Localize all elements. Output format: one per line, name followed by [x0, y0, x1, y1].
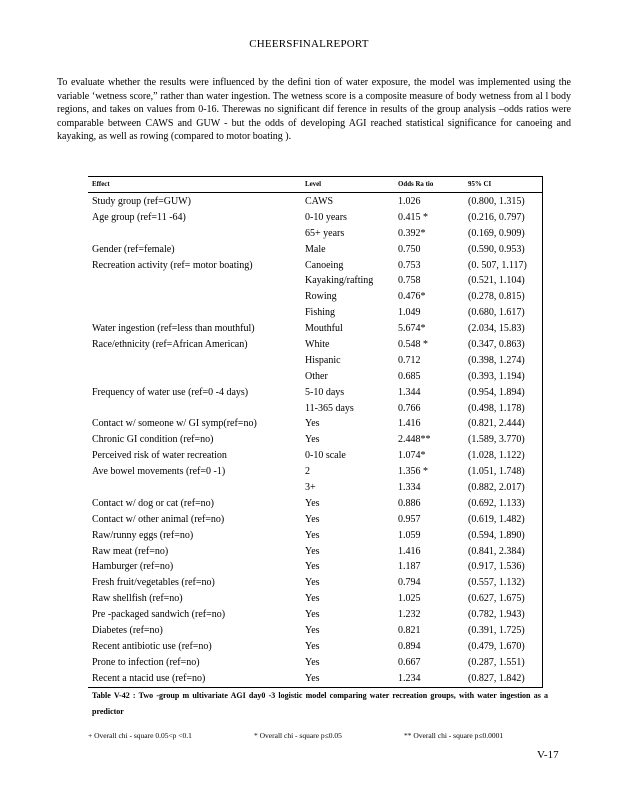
cell-level: Yes — [305, 418, 320, 430]
cell-odds-ratio: 0.957 — [398, 513, 421, 525]
cell-ci: (0.594, 1.890) — [468, 529, 525, 541]
cell-odds-ratio: 1.356 * — [398, 466, 428, 478]
cell-odds-ratio: 1.025 — [398, 593, 421, 605]
table-row — [92, 258, 542, 274]
cell-odds-ratio: 1.334 — [398, 482, 421, 494]
cell-level: 0-10 years — [305, 211, 347, 223]
table-row — [92, 480, 542, 496]
cell-effect: Raw/runny eggs (ref=no) — [92, 529, 194, 541]
table-row — [92, 432, 542, 448]
table-row — [92, 623, 542, 639]
header-odds-ratio: Odds Ra tio — [398, 179, 434, 188]
cell-effect: Water ingestion (ref=less than mouthful) — [92, 323, 255, 335]
cell-level: 2 — [305, 466, 310, 478]
cell-ci: (0.954, 1.894) — [468, 386, 525, 398]
header-rule — [88, 192, 542, 193]
cell-odds-ratio: 0.415 * — [398, 211, 428, 223]
cell-level: 5-10 days — [305, 386, 345, 398]
intro-paragraph: To evaluate whether the results were influenced by the defini tion of water exposure, the model was implemented using the variable ‘wetness score,” rather than water ingestion. The wetness score is a composite measure of body wetness from al l body regions, and takes on values from 0-16. Therewas no significant dif ference in results of the group analysis –odds ratios were comparable between CAWS and GUW - but the odds of developing AGI reached statistical significance for canoeing and kayaking, as well as rowing (compared to motor boating ). — [57, 77, 571, 142]
cell-level: Yes — [305, 545, 320, 557]
cell-effect: Fresh fruit/vegetables (ref=no) — [92, 577, 215, 589]
cell-level: 11-365 days — [305, 402, 354, 414]
table-row — [92, 369, 542, 385]
table-row — [92, 655, 542, 671]
cell-effect: Contact w/ dog or cat (ref=no) — [92, 497, 214, 509]
cell-level: CAWS — [305, 196, 334, 207]
cell-ci: (1.051, 1.748) — [468, 466, 525, 478]
cell-ci: (0. 507, 1.117) — [468, 259, 527, 271]
cell-level: Yes — [305, 593, 320, 605]
cell-level: Other — [305, 370, 328, 382]
cell-effect: Age group (ref=11 -64) — [92, 211, 186, 223]
cell-ci: (0.287, 1.551) — [468, 656, 525, 668]
cell-odds-ratio: 1.416 — [398, 545, 421, 557]
cell-ci: (0.827, 1.842) — [468, 672, 525, 684]
page-title: CHEERSFINALREPORT — [249, 38, 369, 50]
cell-odds-ratio: 2.448** — [398, 434, 431, 446]
table-row — [92, 416, 542, 432]
cell-level: Mouthful — [305, 323, 343, 335]
cell-level: Yes — [305, 434, 320, 446]
cell-odds-ratio: 1.232 — [398, 609, 421, 621]
cell-level: Hispanic — [305, 354, 341, 366]
cell-level: Yes — [305, 672, 320, 684]
cell-odds-ratio: 0.667 — [398, 656, 421, 668]
table-row — [92, 353, 542, 369]
cell-effect: Prone to infection (ref=no) — [92, 656, 200, 668]
cell-ci: (0.619, 1.482) — [468, 513, 525, 525]
cell-ci: (0.391, 1.725) — [468, 625, 525, 637]
cell-ci: (0.498, 1.178) — [468, 402, 525, 414]
cell-odds-ratio: 0.753 — [398, 259, 421, 271]
table-row — [92, 448, 542, 464]
header-level: Level — [305, 179, 322, 188]
cell-ci: (0.882, 2.017) — [468, 482, 525, 494]
cell-odds-ratio: 0.821 — [398, 625, 421, 637]
cell-ci: (0.782, 1.943) — [468, 609, 525, 621]
page-number: V-17 — [537, 749, 559, 761]
cell-ci: (0.917, 1.536) — [468, 561, 525, 573]
cell-level: 0-10 scale — [305, 450, 346, 462]
table-row — [92, 639, 542, 655]
cell-odds-ratio: 0.758 — [398, 275, 421, 287]
cell-odds-ratio: 1.049 — [398, 307, 421, 319]
cell-level: Rowing — [305, 291, 337, 303]
table-row — [92, 273, 542, 289]
cell-odds-ratio: 0.685 — [398, 370, 421, 382]
cell-ci: (0.821, 2.444) — [468, 418, 525, 430]
cell-odds-ratio: 0.750 — [398, 243, 421, 255]
cell-ci: (0.169, 0.909) — [468, 227, 525, 239]
cell-odds-ratio: 0.894 — [398, 640, 421, 652]
table-row — [92, 528, 542, 544]
table-row — [92, 559, 542, 575]
footnote-star: * Overall chi - square p≤0.05 — [254, 731, 342, 740]
cell-effect: Raw meat (ref=no) — [92, 545, 169, 557]
cell-odds-ratio: 0.766 — [398, 402, 421, 414]
table-row — [92, 289, 542, 305]
header-ci: 95% CI — [468, 179, 492, 188]
cell-ci: (0.479, 1.670) — [468, 640, 525, 652]
cell-odds-ratio: 1.059 — [398, 529, 421, 541]
cell-odds-ratio: 5.674* — [398, 323, 426, 335]
cell-ci: (0.692, 1.133) — [468, 497, 525, 509]
table-body — [92, 194, 542, 687]
cell-odds-ratio: 0.392* — [398, 227, 426, 239]
cell-effect: Contact w/ someone w/ GI symp(ref=no) — [92, 418, 257, 430]
table-row — [92, 464, 542, 480]
cell-odds-ratio: 0.712 — [398, 354, 421, 366]
cell-effect: Gender (ref=female) — [92, 243, 175, 255]
cell-effect: Race/ethnicity (ref=African American) — [92, 339, 248, 351]
cell-level: Male — [305, 243, 326, 255]
cell-effect: Recreation activity (ref= motor boating) — [92, 259, 253, 271]
footnote-double-star: ** Overall chi - square p≤0.0001 — [404, 731, 504, 740]
table-row — [92, 337, 542, 353]
cell-effect: Perceived risk of water recreation — [92, 450, 227, 462]
cell-ci: (0.521, 1.104) — [468, 275, 525, 287]
cell-ci: (1.028, 1.122) — [468, 450, 525, 462]
cell-effect: Hamburger (ref=no) — [92, 561, 174, 573]
cell-ci: (0.278, 0.815) — [468, 291, 525, 303]
cell-level: Yes — [305, 640, 320, 652]
table-row — [92, 607, 542, 623]
table-row — [92, 512, 542, 528]
table-row — [92, 242, 542, 258]
header-effect: Effect — [92, 179, 110, 188]
cell-ci: (0.216, 0.797) — [468, 211, 525, 223]
cell-odds-ratio: 1.187 — [398, 561, 421, 573]
cell-odds-ratio: 1.026 — [398, 196, 421, 207]
cell-ci: (0.841, 2.384) — [468, 545, 525, 557]
table-row — [92, 544, 542, 560]
cell-level: Canoeing — [305, 259, 344, 271]
cell-level: Yes — [305, 497, 320, 509]
cell-level: Yes — [305, 561, 320, 573]
cell-level: 65+ years — [305, 227, 345, 239]
cell-level: Yes — [305, 577, 320, 589]
cell-effect: Recent antibiotic use (ref=no) — [92, 640, 212, 652]
cell-ci: (0.398, 1.274) — [468, 354, 525, 366]
cell-level: Yes — [305, 513, 320, 525]
cell-odds-ratio: 1.344 — [398, 386, 421, 398]
cell-ci: (0.347, 0.863) — [468, 339, 525, 351]
table-row — [92, 591, 542, 607]
table-row — [92, 496, 542, 512]
table-row — [92, 226, 542, 242]
cell-ci: (0.627, 1.675) — [468, 593, 525, 605]
cell-level: White — [305, 339, 330, 351]
cell-effect: Ave bowel movements (ref=0 -1) — [92, 466, 226, 478]
cell-ci: (0.590, 0.953) — [468, 243, 525, 255]
cell-effect: Frequency of water use (ref=0 -4 days) — [92, 386, 249, 398]
cell-effect: Study group (ref=GUW) — [92, 196, 191, 207]
cell-level: Yes — [305, 656, 320, 668]
cell-effect: Chronic GI condition (ref=no) — [92, 434, 214, 446]
cell-odds-ratio: 0.548 * — [398, 339, 428, 351]
cell-level: Kayaking/rafting — [305, 275, 374, 287]
table-row — [92, 305, 542, 321]
cell-ci: (1.589, 3.770) — [468, 434, 525, 446]
footnote-plus: + Overall chi - square 0.05<p <0.1 — [88, 731, 192, 740]
cell-odds-ratio: 1.074* — [398, 450, 426, 462]
cell-level: Yes — [305, 609, 320, 621]
cell-ci: (0.680, 1.617) — [468, 307, 525, 319]
cell-odds-ratio: 0.886 — [398, 497, 421, 509]
cell-odds-ratio: 0.476* — [398, 291, 426, 303]
table-row — [92, 575, 542, 591]
table-row — [92, 194, 542, 210]
table-row — [92, 385, 542, 401]
table-caption: Table V-42 : Two -group m ultivariate AGI day0 -3 logistic model comparing water recreation groups, with water ingestion as a predictor — [92, 691, 548, 716]
cell-level: Fishing — [305, 307, 336, 319]
table-row — [92, 321, 542, 337]
cell-odds-ratio: 1.416 — [398, 418, 421, 430]
cell-ci: (0.393, 1.194) — [468, 370, 525, 382]
cell-level: 3+ — [305, 482, 316, 494]
cell-ci: (2.034, 15.83) — [468, 323, 525, 335]
table-row — [92, 210, 542, 226]
cell-level: Yes — [305, 529, 320, 541]
cell-ci: (0.800, 1.315) — [468, 196, 525, 207]
cell-ci: (0.557, 1.132) — [468, 577, 525, 589]
cell-effect: Diabetes (ref=no) — [92, 625, 163, 637]
cell-odds-ratio: 1.234 — [398, 672, 421, 684]
cell-effect: Pre -packaged sandwich (ref=no) — [92, 609, 226, 621]
cell-effect: Raw shellfish (ref=no) — [92, 593, 183, 605]
table-row — [92, 671, 542, 687]
cell-effect: Contact w/ other animal (ref=no) — [92, 513, 225, 525]
cell-level: Yes — [305, 625, 320, 637]
cell-odds-ratio: 0.794 — [398, 577, 421, 589]
cell-effect: Recent a ntacid use (ref=no) — [92, 672, 206, 684]
table-row — [92, 401, 542, 417]
